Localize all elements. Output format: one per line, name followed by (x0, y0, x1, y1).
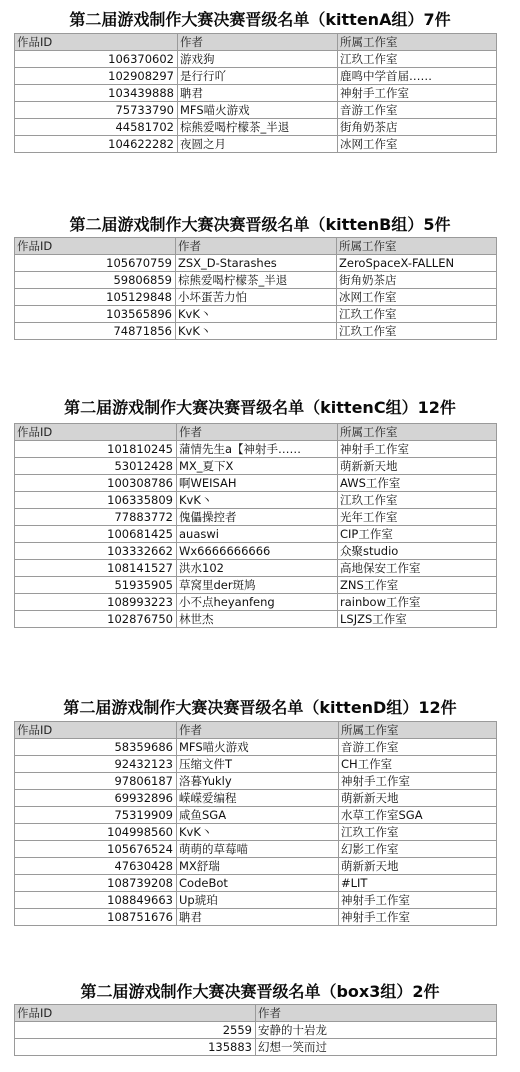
cell-author: CodeBot (177, 875, 339, 892)
cell-work-id: 103565896 (15, 306, 176, 323)
table-row (15, 323, 497, 340)
cell-work-id: 106370602 (15, 51, 178, 68)
header-author: 作者 (177, 722, 339, 739)
cell-work-id: 100681425 (15, 526, 177, 543)
cell-author: KvK丶 (176, 323, 337, 340)
cell-studio: ZNS工作室 (338, 577, 497, 594)
cell-studio: 冰网工作室 (338, 136, 497, 153)
table-row (15, 875, 497, 892)
cell-studio: 萌新新天地 (338, 458, 497, 475)
cell-author: MX_夏下X (177, 458, 338, 475)
cell-author: 安静的十岩龙 (256, 1022, 497, 1039)
cell-work-id: 103332662 (15, 543, 177, 560)
cell-author: MFS喵火游戏 (178, 102, 338, 119)
table-row (15, 68, 497, 85)
cell-author: 啊WEISAH (177, 475, 338, 492)
cell-work-id: 75319909 (15, 807, 177, 824)
table-row (15, 1022, 497, 1039)
cell-studio: 音游工作室 (339, 739, 497, 756)
cell-work-id: 135883 (15, 1039, 256, 1056)
cell-work-id: 108993223 (15, 594, 177, 611)
results-table-kittenb (14, 237, 497, 340)
table-row (15, 492, 497, 509)
cell-author: 幻想一笑而过 (256, 1039, 497, 1056)
cell-author: KvK丶 (177, 492, 338, 509)
table-row (15, 611, 497, 628)
cell-author: 聃君 (177, 909, 339, 926)
cell-studio: 萌新新天地 (339, 858, 497, 875)
header-work-id: 作品ID (15, 34, 178, 51)
cell-work-id: 106335809 (15, 492, 177, 509)
cell-work-id: 105129848 (15, 289, 176, 306)
cell-work-id: 58359686 (15, 739, 177, 756)
cell-studio: 音游工作室 (338, 102, 497, 119)
table-row (15, 790, 497, 807)
cell-work-id: 102876750 (15, 611, 177, 628)
cell-author: 洪水102 (177, 560, 338, 577)
cell-studio: 江玖工作室 (338, 492, 497, 509)
cell-work-id: 108849663 (15, 892, 177, 909)
table-row (15, 739, 497, 756)
section-title-kittenb: 第二届游戏制作大赛决赛晋级名单（kittenB组）5件 (69, 215, 451, 234)
header-author: 作者 (177, 424, 338, 441)
cell-author: MFS喵火游戏 (177, 739, 339, 756)
cell-work-id: 100308786 (15, 475, 177, 492)
cell-studio: 神射手工作室 (338, 441, 497, 458)
table-row (15, 1039, 497, 1056)
cell-studio: #LIT (339, 875, 497, 892)
cell-author: 洛暮Yukly (177, 773, 339, 790)
cell-studio: CH工作室 (339, 756, 497, 773)
table-row (15, 543, 497, 560)
table-row (15, 51, 497, 68)
header-work-id: 作品ID (15, 722, 177, 739)
cell-studio: 神射手工作室 (339, 909, 497, 926)
cell-work-id: 2559 (15, 1022, 256, 1039)
header-studio: 所属工作室 (339, 722, 497, 739)
cell-studio: 神射手工作室 (339, 773, 497, 790)
table-row (15, 594, 497, 611)
table-row (15, 272, 497, 289)
table-row (15, 85, 497, 102)
section-title-box3: 第二届游戏制作大赛决赛晋级名单（box3组）2件 (80, 982, 440, 1001)
cell-author: auaswi (177, 526, 338, 543)
header-work-id: 作品ID (15, 238, 176, 255)
cell-studio: CIP工作室 (338, 526, 497, 543)
cell-work-id: 69932896 (15, 790, 177, 807)
cell-work-id: 103439888 (15, 85, 178, 102)
cell-studio: 街角奶茶店 (337, 272, 497, 289)
header-studio: 所属工作室 (338, 34, 497, 51)
cell-studio: ZeroSpaceX-FALLEN (337, 255, 497, 272)
cell-author: KvK丶 (177, 824, 339, 841)
cell-studio: 江玖工作室 (337, 306, 497, 323)
cell-work-id: 108751676 (15, 909, 177, 926)
cell-work-id: 44581702 (15, 119, 178, 136)
header-author: 作者 (256, 1005, 497, 1022)
table-row (15, 289, 497, 306)
results-table-kittenc (14, 423, 497, 628)
table-header-row (15, 424, 497, 441)
cell-author: 是行行吖 (178, 68, 338, 85)
cell-studio: 神射手工作室 (339, 892, 497, 909)
cell-author: 小坏蛋苦力怕 (176, 289, 337, 306)
results-table-box3 (14, 1004, 497, 1056)
table-row (15, 136, 497, 153)
cell-author: 游戏狗 (178, 51, 338, 68)
table-row (15, 526, 497, 543)
cell-work-id: 105676524 (15, 841, 177, 858)
cell-studio: 江玖工作室 (338, 51, 497, 68)
table-row (15, 909, 497, 926)
table-row (15, 756, 497, 773)
cell-author: Up琥珀 (177, 892, 339, 909)
cell-studio: 众聚studio (338, 543, 497, 560)
cell-work-id: 97806187 (15, 773, 177, 790)
cell-work-id: 47630428 (15, 858, 177, 875)
table-row (15, 841, 497, 858)
results-table-kittena (14, 33, 497, 153)
cell-studio: 街角奶茶店 (338, 119, 497, 136)
header-studio: 所属工作室 (337, 238, 497, 255)
cell-work-id: 104622282 (15, 136, 178, 153)
cell-author: 聃君 (178, 85, 338, 102)
cell-author: 萌萌的草莓喵 (177, 841, 339, 858)
cell-author: 林世杰 (177, 611, 338, 628)
table-header-row (15, 1005, 497, 1022)
table-row (15, 509, 497, 526)
cell-studio: 鹿鸣中学首届…… (338, 68, 497, 85)
cell-work-id: 75733790 (15, 102, 178, 119)
cell-work-id: 74871856 (15, 323, 176, 340)
table-row (15, 102, 497, 119)
cell-work-id: 92432123 (15, 756, 177, 773)
table-row (15, 458, 497, 475)
cell-author: 夜圆之月 (178, 136, 338, 153)
section-title-kittena: 第二届游戏制作大赛决赛晋级名单（kittenA组）7件 (69, 10, 451, 29)
table-header-row (15, 722, 497, 739)
cell-author: 咸鱼SGA (177, 807, 339, 824)
table-row (15, 892, 497, 909)
cell-author: KvK丶 (176, 306, 337, 323)
cell-studio: 水草工作室SGA (339, 807, 497, 824)
cell-work-id: 51935905 (15, 577, 177, 594)
cell-studio: 光年工作室 (338, 509, 497, 526)
header-work-id: 作品ID (15, 1005, 256, 1022)
cell-work-id: 108739208 (15, 875, 177, 892)
cell-author: 棕熊爱喝柠檬茶_半退 (178, 119, 338, 136)
cell-studio: 江玖工作室 (339, 824, 497, 841)
cell-work-id: 101810245 (15, 441, 177, 458)
cell-work-id: 102908297 (15, 68, 178, 85)
cell-studio: rainbow工作室 (338, 594, 497, 611)
cell-studio: 冰网工作室 (337, 289, 497, 306)
cell-author: 棕熊爱喝柠檬茶_半退 (176, 272, 337, 289)
table-row (15, 475, 497, 492)
cell-author: 蒲情先生a【神射手…… (177, 441, 338, 458)
cell-work-id: 53012428 (15, 458, 177, 475)
cell-author: Wx6666666666 (177, 543, 338, 560)
table-row (15, 807, 497, 824)
header-author: 作者 (176, 238, 337, 255)
table-row (15, 577, 497, 594)
cell-work-id: 108141527 (15, 560, 177, 577)
table-row (15, 306, 497, 323)
table-row (15, 858, 497, 875)
section-title-kittenc: 第二届游戏制作大赛决赛晋级名单（kittenC组）12件 (64, 398, 456, 417)
cell-work-id: 77883772 (15, 509, 177, 526)
section-title-kittend: 第二届游戏制作大赛决赛晋级名单（kittenD组）12件 (63, 698, 457, 717)
table-header-row (15, 34, 497, 51)
cell-studio: 萌新新天地 (339, 790, 497, 807)
cell-work-id: 105670759 (15, 255, 176, 272)
results-table-kittend (14, 721, 497, 926)
cell-author: 压缩文件T (177, 756, 339, 773)
table-row (15, 119, 497, 136)
table-row (15, 560, 497, 577)
header-work-id: 作品ID (15, 424, 177, 441)
table-header-row (15, 238, 497, 255)
header-studio: 所属工作室 (338, 424, 497, 441)
cell-author: 小不点heyanfeng (177, 594, 338, 611)
header-author: 作者 (178, 34, 338, 51)
cell-studio: LSJZS工作室 (338, 611, 497, 628)
cell-studio: 江玖工作室 (337, 323, 497, 340)
cell-author: 傀儡操控者 (177, 509, 338, 526)
cell-author: MX舒瑞 (177, 858, 339, 875)
cell-studio: AWS工作室 (338, 475, 497, 492)
cell-studio: 高地保安工作室 (338, 560, 497, 577)
cell-work-id: 104998560 (15, 824, 177, 841)
table-row (15, 255, 497, 272)
table-row (15, 773, 497, 790)
cell-author: 嵘嵘爱编程 (177, 790, 339, 807)
cell-studio: 神射手工作室 (338, 85, 497, 102)
cell-author: 草窝里der斑鸠 (177, 577, 338, 594)
table-row (15, 824, 497, 841)
cell-work-id: 59806859 (15, 272, 176, 289)
cell-author: ZSX_D-Starashes (176, 255, 337, 272)
cell-studio: 幻影工作室 (339, 841, 497, 858)
table-row (15, 441, 497, 458)
